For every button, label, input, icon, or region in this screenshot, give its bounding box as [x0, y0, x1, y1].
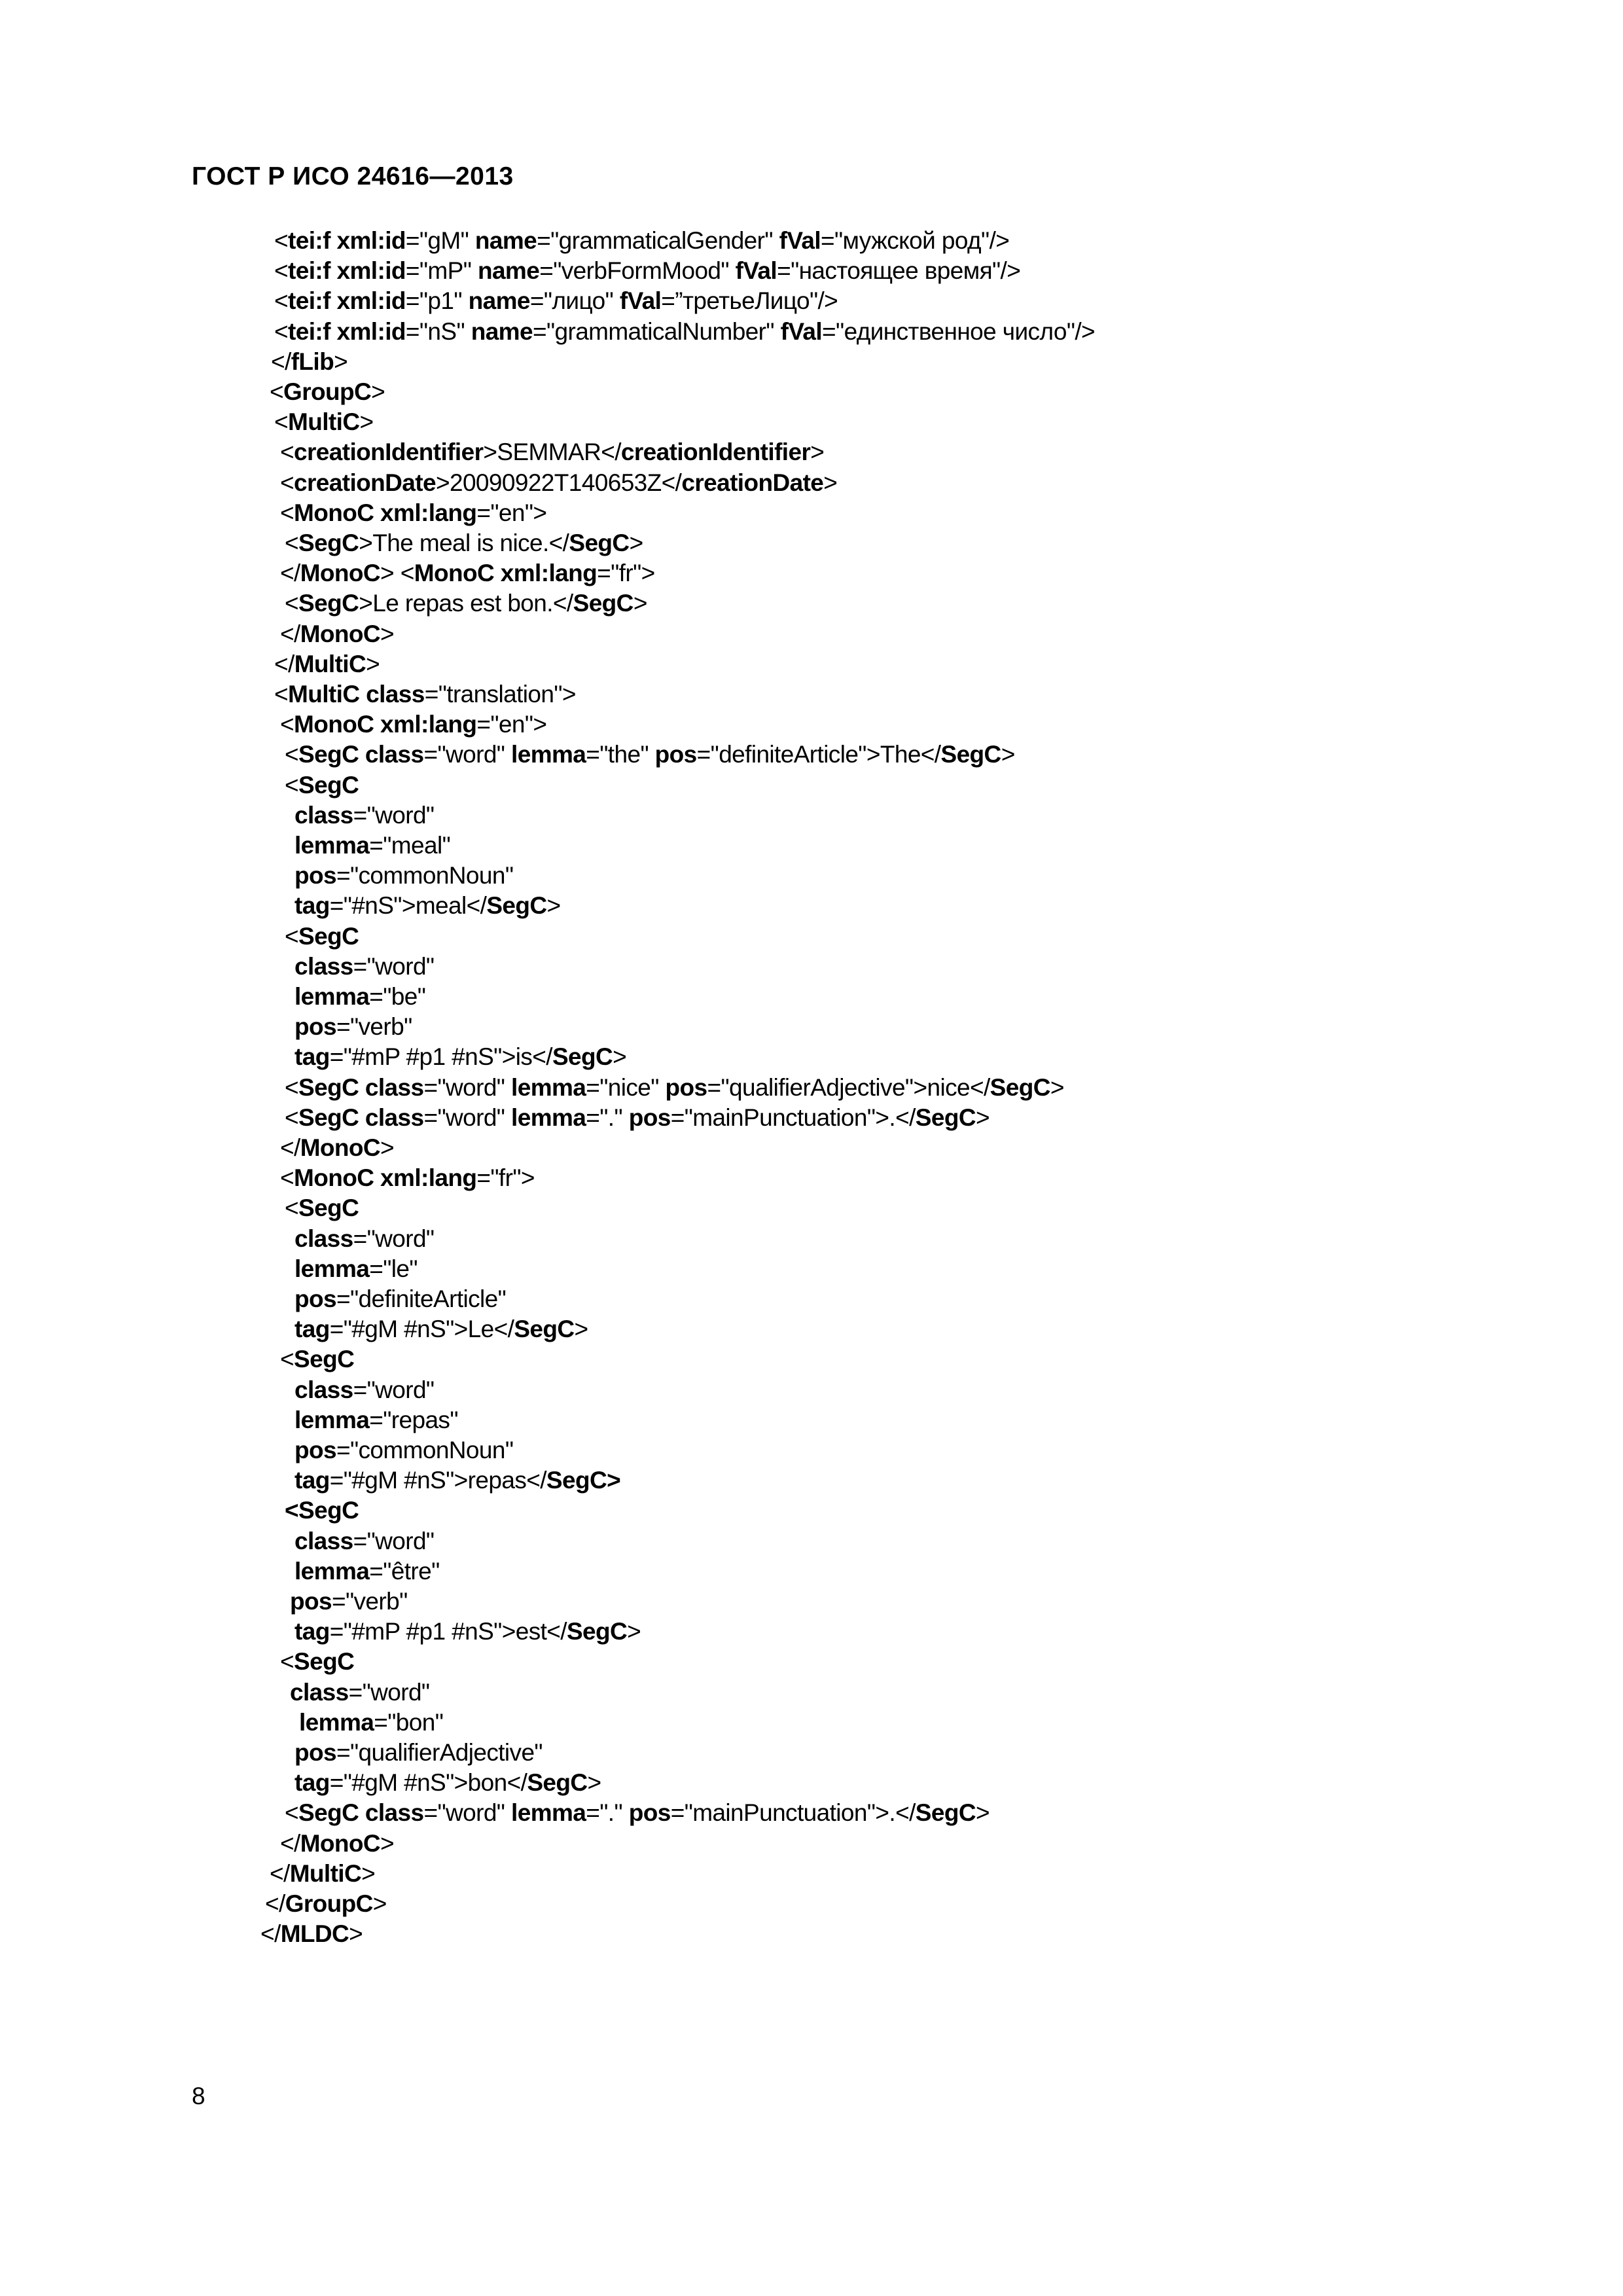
code-line [294, 831, 450, 861]
code-tag-name: tei:f xml:id [288, 287, 406, 314]
code-line [285, 1798, 990, 1828]
code-text: =”третьеЛицо"/> [661, 287, 838, 314]
code-line [294, 1435, 513, 1465]
code-tag-name: MonoC [300, 1830, 381, 1857]
code-tag-name: lemma [294, 1255, 370, 1282]
code-text: < [285, 741, 299, 768]
code-line [285, 528, 643, 558]
code-text: > [372, 1890, 387, 1917]
code-line [285, 1193, 359, 1223]
code-text: > [334, 348, 348, 375]
code-text: < [285, 529, 299, 556]
code-line [294, 1375, 434, 1405]
code-text: >Le repas est bon.</ [359, 590, 573, 617]
code-text: ="мужской род"/> [821, 227, 1010, 254]
code-tag-name: fVal [735, 257, 777, 284]
code-line [294, 1617, 641, 1647]
code-tag-name: tei:f xml:id [288, 257, 406, 284]
code-text: </ [270, 1860, 290, 1887]
code-text: </ [280, 1830, 300, 1857]
code-text: ="word" [348, 1679, 430, 1706]
code-line [285, 1073, 1064, 1103]
code-text: < [285, 1074, 299, 1101]
code-text: ="word" [423, 1799, 512, 1826]
code-text: ="gM" [405, 227, 475, 254]
code-tag-name: MultiC [288, 408, 360, 435]
code-line [260, 1919, 363, 1949]
code-line [294, 982, 425, 1012]
code-text: ="grammaticalGender" [537, 227, 779, 254]
code-tag-name: tei:f xml:id [288, 227, 406, 254]
code-text: >SEMMAR</ [483, 439, 621, 465]
code-text: ="mainPunctuation">.</ [670, 1104, 916, 1131]
code-text: </ [260, 1920, 281, 1947]
code-text: ="repas" [369, 1407, 458, 1433]
code-tag-name: fVal [619, 287, 662, 314]
code-text: > [823, 469, 838, 496]
code-text: ="#gM #nS">bon</ [329, 1769, 527, 1796]
code-text: ="#mP #p1 #nS">is</ [329, 1043, 552, 1070]
code-text: ="#gM #nS">Le</ [329, 1316, 514, 1342]
code-text: < [274, 408, 289, 435]
code-tag-name: SegC class [298, 1104, 424, 1131]
code-text: < [285, 590, 299, 617]
code-text: < [280, 1648, 294, 1675]
code-text: ="translation"> [424, 681, 576, 708]
code-tag-name: lemma [294, 1407, 370, 1433]
code-text: ="word" [423, 1074, 512, 1101]
code-line [274, 286, 838, 316]
code-tag-name: SegC [294, 1648, 355, 1675]
code-text: ="the" [586, 741, 655, 768]
code-tag-name: class [294, 1376, 353, 1403]
code-line [294, 1465, 620, 1496]
code-tag-name: tei:f xml:id [288, 318, 406, 345]
code-tag-name: pos [665, 1074, 707, 1101]
code-line [271, 347, 348, 377]
code-text: < [274, 318, 289, 345]
code-line [294, 1224, 434, 1254]
code-line [294, 891, 561, 921]
code-text: < [270, 378, 284, 405]
code-text: ="#mP #p1 #nS">est</ [329, 1618, 567, 1645]
code-line [285, 740, 1015, 770]
code-text: ="être" [369, 1558, 440, 1585]
code-text: < [280, 439, 294, 465]
code-text: < [274, 681, 289, 708]
code-text: < [280, 711, 294, 738]
code-text: ="nice" [586, 1074, 666, 1101]
code-text: > [633, 590, 647, 617]
code-text: ="word" [353, 1528, 435, 1554]
code-text: < [280, 469, 294, 496]
code-line [294, 952, 434, 982]
code-line [294, 1556, 440, 1587]
code-tag-name: tag [294, 1043, 330, 1070]
code-tag-name: SegC [990, 1074, 1050, 1101]
code-tag-name: fLib [291, 348, 334, 375]
code-line [274, 679, 576, 709]
code-tag-name: SegC [294, 1346, 355, 1372]
code-tag-name: pos [290, 1588, 332, 1615]
code-tag-name: lemma [294, 832, 370, 859]
code-text: ="word" [353, 1225, 435, 1252]
code-text: >The meal is nice.</ [359, 529, 569, 556]
code-tag-name: name [468, 287, 530, 314]
code-text: ="единственное число"/> [822, 318, 1096, 345]
code-text: > [380, 1830, 395, 1857]
code-tag-name: pos [654, 741, 697, 768]
code-tag-name: GroupC [285, 1890, 373, 1917]
code-text: > < [380, 560, 414, 586]
code-text: ="fr"> [476, 1164, 535, 1191]
code-line [274, 226, 1009, 256]
code-text: > [975, 1104, 990, 1131]
code-tag-name: creationIdentifier [620, 439, 811, 465]
code-text: ="настоящее время"/> [777, 257, 1021, 284]
code-tag-name: SegC [298, 1194, 359, 1221]
code-tag-name: lemma [294, 983, 370, 1010]
code-tag-name: SegC [298, 590, 359, 617]
code-text: > [349, 1920, 363, 1947]
code-text: < [280, 499, 294, 526]
code-tag-name: SegC class [298, 1799, 424, 1826]
code-tag-name: lemma [511, 1074, 586, 1101]
code-text: ="лицо" [529, 287, 620, 314]
code-tag-name: SegC> [546, 1467, 621, 1494]
code-text: ="en"> [476, 499, 547, 526]
code-tag-name: MonoC [300, 1134, 381, 1161]
code-tag-name: GroupC [283, 378, 372, 405]
code-text: ="p1" [405, 287, 469, 314]
code-line [294, 1738, 543, 1768]
code-tag-name: class [294, 1528, 353, 1554]
code-tag-name: MultiC [289, 1860, 362, 1887]
code-line [294, 1254, 418, 1284]
code-text: ="definiteArticle">The</ [696, 741, 941, 768]
code-text: < [285, 1194, 299, 1221]
code-text: </ [274, 651, 294, 677]
code-tag-name: MonoC xml:lang [414, 560, 597, 586]
code-tag-name: name [474, 227, 537, 254]
code-text: </ [280, 560, 300, 586]
code-text: < [274, 287, 289, 314]
code-line [280, 1344, 354, 1374]
code-line [280, 468, 837, 498]
code-tag-name: SegC [298, 923, 359, 950]
code-tag-name: pos [628, 1799, 671, 1826]
code-tag-name: SegC [566, 1618, 628, 1645]
code-line [280, 498, 546, 528]
code-text: > [587, 1769, 601, 1796]
code-line [274, 256, 1020, 286]
code-line [294, 1526, 434, 1556]
code-tag-name: name [477, 257, 540, 284]
code-line [294, 861, 513, 891]
code-tag-name: class [294, 1225, 353, 1252]
code-line [294, 1314, 588, 1344]
code-tag-name: SegC [298, 529, 359, 556]
code-text: < [285, 1104, 299, 1131]
code-text: > [380, 620, 395, 647]
code-tag-name: SegC [514, 1316, 575, 1342]
code-tag-name: SegC [527, 1769, 588, 1796]
code-text: < [280, 1164, 294, 1191]
code-text: > [359, 408, 374, 435]
code-text: < [285, 1799, 299, 1826]
code-tag-name: lemma [511, 1104, 586, 1131]
code-text: ="." [586, 1104, 629, 1131]
code-line [290, 1677, 429, 1708]
code-text: ="#gM #nS">repas</ [329, 1467, 546, 1494]
code-line [280, 1133, 394, 1163]
code-text: ="definiteArticle" [336, 1285, 507, 1312]
code-tag-name: lemma [511, 741, 586, 768]
code-line [285, 588, 647, 619]
code-text: ="verbFormMood" [539, 257, 736, 284]
code-text: > [366, 651, 380, 677]
code-tag-name: tag [294, 1769, 330, 1796]
code-tag-name: MonoC xml:lang [294, 711, 477, 738]
code-line [290, 1587, 408, 1617]
code-tag-name: lemma [299, 1709, 374, 1736]
code-tag-name: SegC [569, 529, 630, 556]
code-line [294, 1405, 458, 1435]
code-tag-name: <SegC [285, 1497, 359, 1524]
code-line [280, 437, 824, 467]
code-line [294, 1284, 506, 1314]
code-tag-name: SegC [940, 741, 1001, 768]
code-text: ="word" [353, 1376, 435, 1403]
code-text: < [285, 772, 299, 798]
code-tag-name: MonoC xml:lang [294, 1164, 477, 1191]
code-text: > [574, 1316, 588, 1342]
code-tag-name: pos [628, 1104, 671, 1131]
code-text: ="bon" [374, 1709, 444, 1736]
code-text: </ [265, 1890, 285, 1917]
code-tag-name: creationDate [294, 469, 436, 496]
code-tag-name: creationIdentifier [294, 439, 484, 465]
code-text: > [613, 1043, 627, 1070]
code-tag-name: MonoC xml:lang [294, 499, 477, 526]
page-number: 8 [192, 2083, 205, 2109]
code-text: ="mP" [405, 257, 478, 284]
code-line [294, 1012, 412, 1042]
code-text: ="en"> [476, 711, 547, 738]
code-text: ="commonNoun" [336, 1437, 514, 1463]
code-tag-name: tag [294, 1467, 330, 1494]
code-line [274, 317, 1095, 347]
code-tag-name: SegC [298, 772, 359, 798]
code-line [299, 1708, 443, 1738]
code-text: ="nS" [405, 318, 471, 345]
code-text: > [1050, 1074, 1064, 1101]
code-text: ="word" [353, 802, 435, 829]
code-tag-name: SegC [915, 1799, 976, 1826]
code-text: > [975, 1799, 990, 1826]
code-text: </ [271, 348, 291, 375]
document-header: ГОСТ Р ИСО 24616—2013 [192, 162, 514, 190]
code-text: > [361, 1860, 376, 1887]
code-tag-name: SegC [573, 590, 633, 617]
code-tag-name: tag [294, 1618, 330, 1645]
code-line [294, 800, 434, 831]
code-tag-name: tag [294, 1316, 330, 1342]
code-tag-name: pos [294, 1013, 336, 1040]
code-tag-name: class [290, 1679, 349, 1706]
code-tag-name: pos [294, 1285, 336, 1312]
code-tag-name: pos [294, 1437, 336, 1463]
code-line [280, 1163, 535, 1193]
code-line [285, 770, 359, 800]
code-text: > [627, 1618, 641, 1645]
code-tag-name: pos [294, 1739, 336, 1766]
code-tag-name: MonoC [300, 560, 381, 586]
code-text: ="word" [423, 1104, 512, 1131]
code-line [274, 649, 380, 679]
code-text: ="fr"> [597, 560, 655, 586]
code-tag-name: MonoC [300, 620, 381, 647]
code-line [270, 377, 385, 407]
code-line [270, 1859, 375, 1889]
code-text: ="mainPunctuation">.</ [670, 1799, 916, 1826]
code-text: ="qualifierAdjective">nice</ [707, 1074, 990, 1101]
code-text: > [810, 439, 825, 465]
code-tag-name: MultiC class [288, 681, 425, 708]
code-tag-name: MultiC [294, 651, 366, 677]
code-line [285, 1496, 359, 1526]
code-tag-name: tag [294, 892, 330, 919]
code-line [285, 922, 359, 952]
code-line [274, 407, 373, 437]
code-text: < [285, 923, 299, 950]
code-line [280, 1647, 354, 1677]
code-text: ="commonNoun" [336, 862, 514, 889]
code-text: > [1001, 741, 1015, 768]
code-text: < [274, 227, 289, 254]
code-text: ="word" [423, 741, 512, 768]
code-text: </ [280, 1134, 300, 1161]
code-text: ="verb" [336, 1013, 412, 1040]
code-line [294, 1768, 601, 1798]
code-tag-name: SegC [552, 1043, 613, 1070]
code-text: > [546, 892, 561, 919]
code-text: ="." [586, 1799, 629, 1826]
code-text: ="be" [369, 983, 426, 1010]
code-text: ="le" [369, 1255, 418, 1282]
code-text: ="qualifierAdjective" [336, 1739, 543, 1766]
code-tag-name: fVal [779, 227, 821, 254]
code-tag-name: lemma [294, 1558, 370, 1585]
code-tag-name: fVal [780, 318, 823, 345]
code-line [294, 1042, 626, 1072]
code-line [285, 1103, 990, 1133]
code-line [265, 1889, 387, 1919]
code-line [280, 709, 546, 740]
code-tag-name: MLDC [280, 1920, 349, 1947]
code-tag-name: name [471, 318, 533, 345]
code-text: >20090922T140653Z</ [435, 469, 682, 496]
code-text: < [274, 257, 289, 284]
code-line [280, 619, 394, 649]
code-tag-name: pos [294, 862, 336, 889]
code-text: > [629, 529, 643, 556]
code-text: ="meal" [369, 832, 451, 859]
code-text: </ [280, 620, 300, 647]
code-text: ="verb" [331, 1588, 408, 1615]
code-line [280, 558, 655, 588]
code-line [280, 1829, 394, 1859]
code-tag-name: class [294, 802, 353, 829]
code-text: ="#nS">meal</ [329, 892, 487, 919]
code-tag-name: SegC [915, 1104, 976, 1131]
code-tag-name: SegC class [298, 741, 424, 768]
code-text: > [371, 378, 385, 405]
code-tag-name: SegC [486, 892, 547, 919]
code-tag-name: class [294, 953, 353, 980]
code-text: < [280, 1346, 294, 1372]
code-text: > [380, 1134, 395, 1161]
code-text: ="grammaticalNumber" [532, 318, 781, 345]
code-tag-name: lemma [511, 1799, 586, 1826]
code-tag-name: creationDate [681, 469, 824, 496]
code-text: ="word" [353, 953, 435, 980]
code-tag-name: SegC class [298, 1074, 424, 1101]
